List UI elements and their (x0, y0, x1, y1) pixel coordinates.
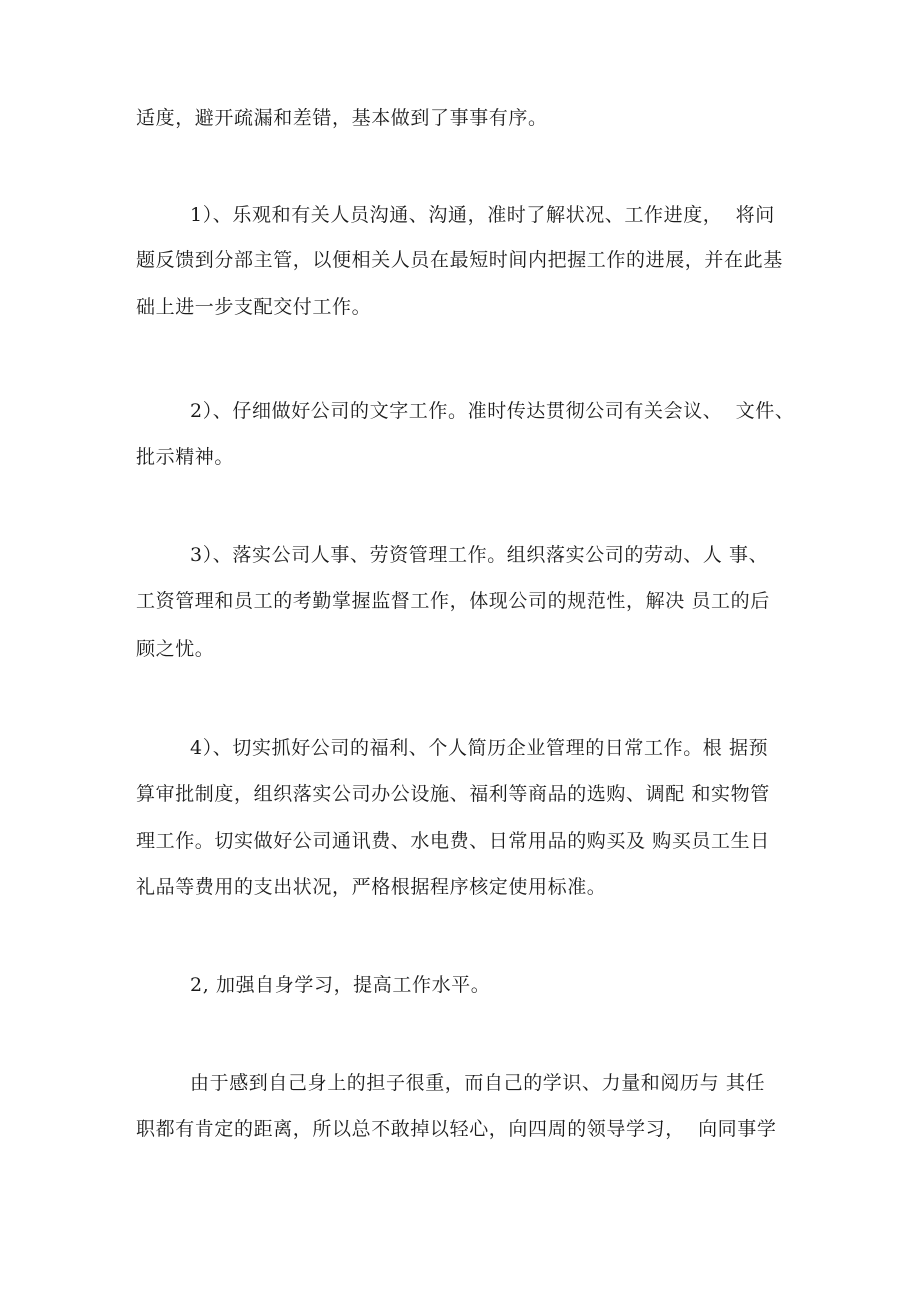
paragraph-line: 工资管理和员工的考勤掌握监督工作，体现公司的规范性，解决 员工的后 (136, 590, 770, 612)
paragraph-line: 由于感到自己身上的担子很重，而自己的学识、力量和阅历与 其任 (190, 1072, 766, 1094)
paragraph-line: 适度，避开疏漏和差错，基本做到了事事有序。 (136, 107, 548, 129)
paragraph-line: 顾之忧。 (136, 638, 215, 660)
paragraph-line: 3）、落实公司人事、劳资管理工作。组织落实公司的劳动、人 事、 (190, 544, 769, 566)
section-heading: 2, 加强自身学习，提高工作水平。 (190, 974, 491, 996)
paragraph-line: 理工作。切实做好公司通讯费、水电费、日常用品的购买及 购买员工生日 (136, 830, 770, 852)
paragraph-line: 1）、乐观和有关人员沟通、沟通，准时了解状况、工作进度， 将问 (190, 204, 775, 226)
paragraph-line: 2）、仔细做好公司的文字工作。准时传达贯彻公司有关会议、 文件、 (190, 400, 795, 422)
paragraph-line: 算审批制度，组织落实公司办公设施、福利等商品的选购、调配 和实物管 (136, 783, 770, 805)
paragraph-line: 4）、切实抓好公司的福利、个人简历企业管理的日常工作。根 据预 (190, 737, 769, 759)
paragraph-line: 礼品等费用的支出状况，严格根据程序核定使用标准。 (136, 876, 607, 898)
paragraph-line: 题反馈到分部主管，以便相关人员在最短时间内把握工作的进展，并在此基 (136, 249, 783, 271)
paragraph-line: 职都有肯定的距离，所以总不敢掉以轻心，向四周的领导学习， 向同事学 (136, 1118, 777, 1140)
paragraph-line: 批示精神。 (136, 446, 235, 468)
paragraph-line: 础上进一步支配交付工作。 (136, 296, 372, 318)
